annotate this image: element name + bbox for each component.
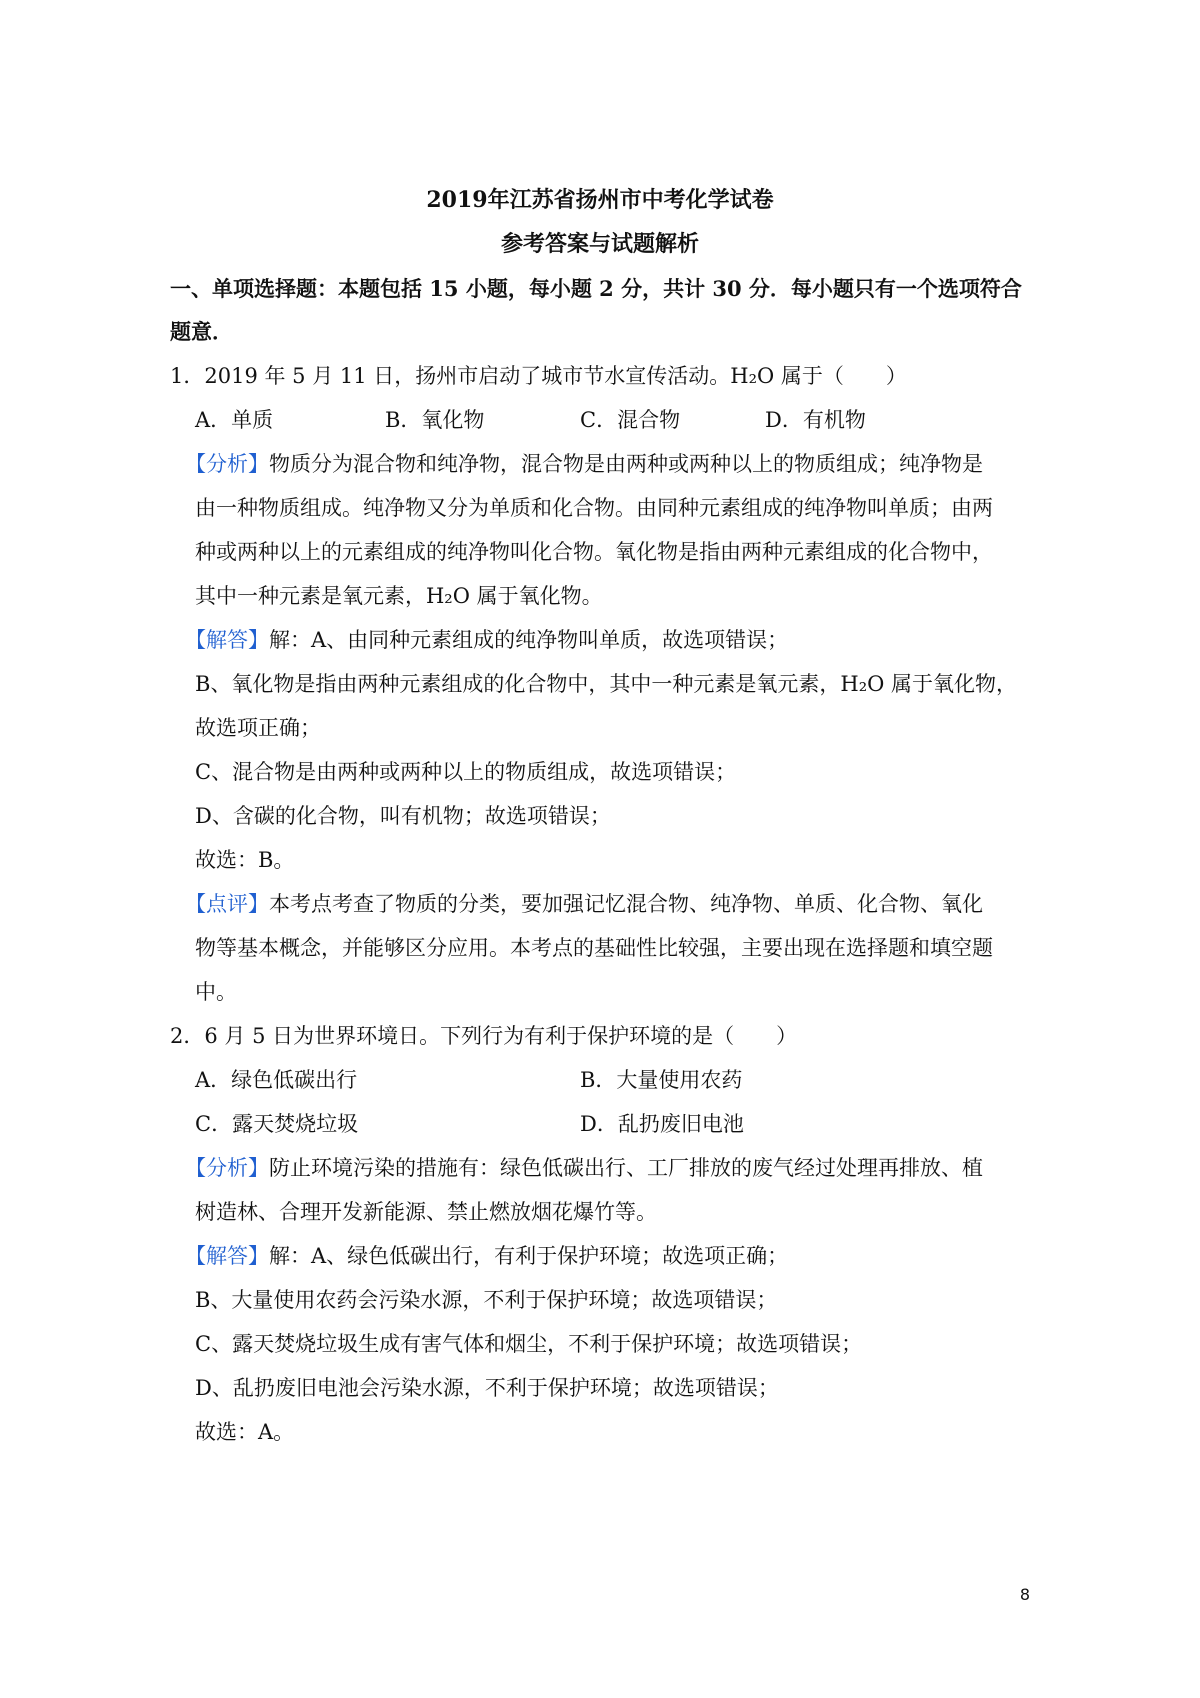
q1-comment-line1: 【点评】本考点考查了物质的分类，要加强记忆混合物、纯净物、单质、化合物、氧化 bbox=[185, 892, 983, 916]
q1-answer-line1: 【解答】解：A、由同种元素组成的纯净物叫单质，故选项错误； bbox=[185, 628, 789, 652]
q1-option-c: C．混合物 bbox=[580, 408, 681, 432]
q2-stem: 2．6 月 5 日为世界环境日。下列行为有利于保护环境的是（ ） bbox=[170, 1024, 798, 1048]
q1-comment-line2: 物等基本概念，并能够区分应用。本考点的基础性比较强，主要出现在选择题和填空题 bbox=[195, 936, 993, 960]
q2-option-c: C．露天焚烧垃圾 bbox=[195, 1112, 359, 1136]
doc-title: 2019年江苏省扬州市中考化学试卷 bbox=[426, 187, 774, 213]
q1-analysis-line1: 【分析】物质分为混合物和纯净物，混合物是由两种或两种以上的物质组成；纯净物是 bbox=[185, 452, 983, 476]
q1-option-d: D．有机物 bbox=[765, 408, 866, 432]
q1-analysis-line2: 由一种物质组成。纯净物又分为单质和化合物。由同种元素组成的纯净物叫单质；由两 bbox=[195, 496, 993, 520]
q2-analysis-line2: 树造林、合理开发新能源、禁止燃放烟花爆竹等。 bbox=[195, 1200, 657, 1224]
q1-answer-line4: C、混合物是由两种或两种以上的物质组成，故选项错误； bbox=[195, 760, 737, 784]
q1-answer-line5: D、含碳的化合物，叫有机物；故选项错误； bbox=[195, 804, 611, 828]
q2-answer-line4: D、乱扔废旧电池会污染水源，不利于保护环境；故选项错误； bbox=[195, 1376, 779, 1400]
section-heading-line1: 一、单项选择题：本题包括 15 小题，每小题 2 分，共计 30 分．每小题只有一个选项符合 bbox=[170, 276, 1022, 301]
q2-answer-line2: B、大量使用农药会污染水源，不利于保护环境；故选项错误； bbox=[195, 1288, 778, 1312]
q2-answer-line5: 故选：A。 bbox=[195, 1420, 295, 1444]
q1-analysis-line4: 其中一种元素是氧元素，H₂O 属于氧化物。 bbox=[195, 584, 603, 608]
q1-comment-line3: 中。 bbox=[195, 980, 237, 1004]
q1-answer-line6: 故选：B。 bbox=[195, 848, 295, 872]
q1-analysis-line3: 种或两种以上的元素组成的纯净物叫化合物。氧化物是指由两种元素组成的化合物中， bbox=[195, 540, 993, 564]
q2-analysis-line1: 【分析】防止环境污染的措施有：绿色低碳出行、工厂排放的废气经过处理再排放、植 bbox=[185, 1156, 983, 1180]
doc-subtitle: 参考答案与试题解析 bbox=[500, 231, 699, 257]
section-heading-line2: 题意． bbox=[170, 319, 233, 344]
q2-answer-line3: C、露天焚烧垃圾生成有害气体和烟尘，不利于保护环境；故选项错误； bbox=[195, 1332, 863, 1356]
comment-tag: 【点评】 bbox=[185, 892, 269, 916]
q1-stem: 1．2019 年 5 月 11 日，扬州市启动了城市节水宣传活动。H₂O 属于（ ） bbox=[170, 364, 907, 388]
q1-option-b: B．氧化物 bbox=[385, 408, 485, 432]
q2-answer-line1: 【解答】解：A、绿色低碳出行，有利于保护环境；故选项正确； bbox=[185, 1244, 789, 1268]
page-number: 8 bbox=[1019, 1585, 1030, 1604]
q2-option-b: B．大量使用农药 bbox=[580, 1068, 743, 1092]
answer-tag: 【解答】 bbox=[185, 1244, 269, 1268]
q1-answer-line3: 故选项正确； bbox=[195, 716, 321, 740]
q2-option-d: D．乱扔废旧电池 bbox=[580, 1112, 744, 1136]
q2-option-a: A．绿色低碳出行 bbox=[195, 1068, 358, 1092]
analysis-tag: 【分析】 bbox=[185, 452, 269, 476]
analysis-tag: 【分析】 bbox=[185, 1156, 269, 1180]
q1-answer-line2: B、氧化物是指由两种元素组成的化合物中，其中一种元素是氧元素，H₂O 属于氧化物， bbox=[195, 672, 1018, 696]
q1-option-a: A．单质 bbox=[195, 408, 274, 432]
answer-tag: 【解答】 bbox=[185, 628, 269, 652]
